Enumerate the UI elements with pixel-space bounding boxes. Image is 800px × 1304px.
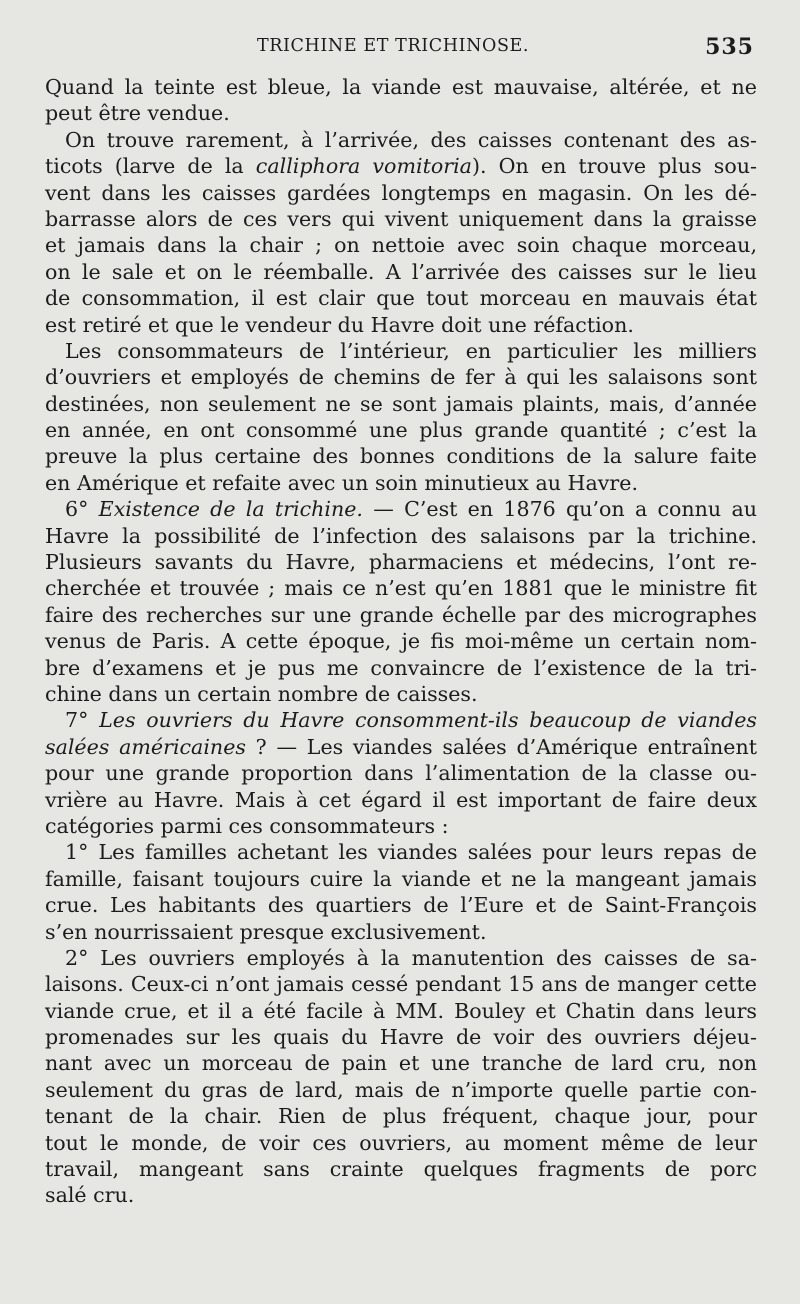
text-line: d’ouvriers et employés de chemins de fer à qui les salaisons sont	[45, 365, 757, 390]
text-line: ticots (larve de la calliphora vomitoria). On en trouve plus sou-	[45, 154, 757, 179]
text-line: destinées, non seulement ne se sont jamais plaints, mais, d’année	[45, 391, 757, 416]
paragraph	[45, 839, 757, 945]
text-line: en Amérique et refaite avec un soin minutieux au Havre.	[45, 470, 638, 495]
text-line: 2° Les ouvriers employés à la manutention des caisses de sa-	[65, 945, 757, 970]
text-line: salées américaines ? — Les viandes salées d’Amérique entraînent	[45, 734, 757, 759]
text-line: s’en nourrissaient presque exclusivement.	[45, 919, 487, 944]
running-head-title: TRICHINE ET TRICHINOSE.	[257, 36, 530, 56]
text-line: de consommation, il est clair que tout morceau en mauvais état	[45, 286, 757, 311]
text-line: 1° Les familles achetant les viandes salées pour leurs repas de	[65, 840, 757, 865]
text-line: chine dans un certain nombre de caisses.	[45, 681, 478, 706]
text-line: en année, en ont consommé une plus grande quantité ; c’est la	[45, 418, 757, 443]
text-line: seulement du gras de lard, mais de n’importe quelle partie con-	[45, 1077, 757, 1102]
paragraph	[45, 496, 757, 707]
text-line: catégories parmi ces consommateurs :	[45, 813, 449, 838]
text-line: salé cru.	[45, 1183, 135, 1208]
text-line: faire des recherches sur une grande échelle par des micrographes	[45, 602, 757, 627]
text-line: venus de Paris. A cette époque, je fis moi-même un certain nom-	[45, 629, 757, 654]
page-number: 535	[705, 34, 754, 60]
text-line: preuve la plus certaine des bonnes conditions de la salure faite	[45, 444, 757, 469]
text-line: pour une grande proportion dans l’alimentation de la classe ou-	[45, 761, 757, 786]
text-line: est retiré et que le vendeur du Havre doit une réfaction.	[45, 312, 634, 337]
text-line: famille, faisant toujours cuire la viande et ne la mangeant jamais	[45, 866, 757, 891]
text-line: On trouve rarement, à l’arrivée, des caisses contenant des as-	[65, 127, 757, 152]
running-head	[0, 36, 800, 62]
text-line: bre d’examens et je pus me convaincre de l’existence de la tri-	[45, 655, 757, 680]
text-line: Quand la teinte est bleue, la viande est mauvaise, altérée, et ne	[45, 75, 757, 99]
text-line: laisons. Ceux-ci n’ont jamais cessé pendant 15 ans de manger cette	[45, 972, 757, 997]
paragraph	[45, 945, 757, 1209]
paragraph	[45, 338, 757, 496]
paragraph	[45, 127, 757, 338]
text-line: 7° Les ouvriers du Havre consomment-ils beaucoup de viandes	[65, 708, 757, 733]
text-line: Havre la possibilité de l’infection des salaisons par la trichine.	[45, 523, 757, 548]
text-line: on le sale et on le réemballe. A l’arrivée des caisses sur le lieu	[45, 259, 757, 284]
text-line: tenant de la chair. Rien de plus fréquent, chaque jour, pour	[45, 1104, 757, 1129]
text-line: Les consommateurs de l’intérieur, en particulier les milliers	[65, 338, 757, 363]
text-line: tout le monde, de voir ces ouvriers, au moment même de leur	[45, 1130, 757, 1155]
text-line: Plusieurs savants du Havre, pharmaciens et médecins, l’ont re-	[45, 550, 757, 575]
text-line: travail, mangeant sans crainte quelques fragments de porc	[45, 1157, 757, 1182]
text-line: peut être vendue.	[45, 101, 230, 126]
text-line: 6° Existence de la trichine. — C’est en 1876 qu’on a connu au	[65, 497, 757, 522]
text-line: et jamais dans la chair ; on nettoie avec soin chaque morceau,	[45, 233, 757, 258]
text-line: vrière au Havre. Mais à cet égard il est important de faire deux	[45, 787, 757, 812]
text-line: cherchée et trouvée ; mais ce n’est qu’en 1881 que le ministre fit	[45, 576, 757, 601]
text-line: crue. Les habitants des quartiers de l’Eure et de Saint-François	[45, 893, 757, 918]
text-line: vent dans les caisses gardées longtemps en magasin. On les dé-	[45, 180, 757, 205]
text-line: viande crue, et il a été facile à MM. Bouley et Chatin dans leurs	[45, 998, 757, 1023]
text-line: barrasse alors de ces vers qui vivent uniquement dans la graisse	[45, 206, 757, 231]
body-text	[45, 74, 757, 1209]
paragraph	[45, 74, 757, 127]
text-line: promenades sur les quais du Havre de voir des ouvriers déjeu-	[45, 1025, 757, 1050]
text-line: nant avec un morceau de pain et une tranche de lard cru, non	[45, 1051, 757, 1076]
paragraph	[45, 707, 757, 839]
